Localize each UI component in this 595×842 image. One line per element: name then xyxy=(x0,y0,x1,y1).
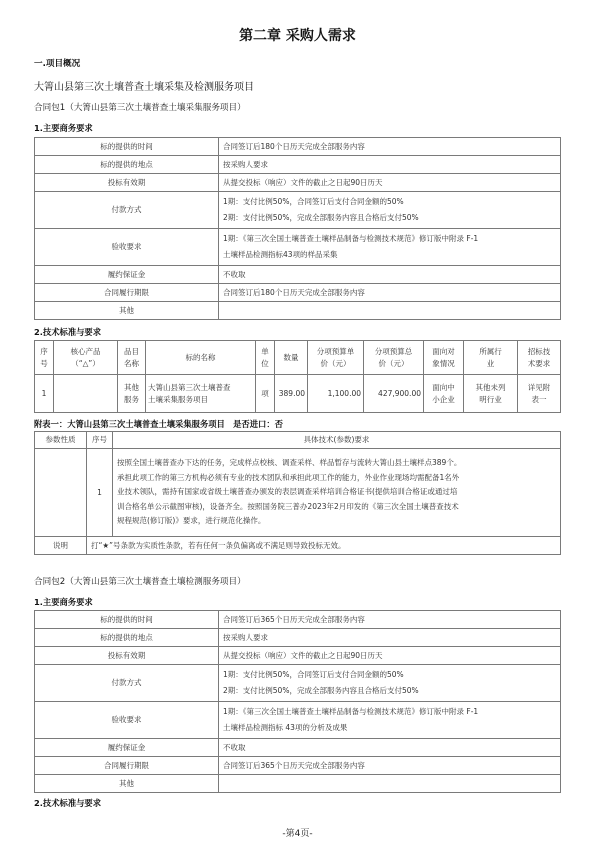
tech-header-line: 术要求 xyxy=(527,358,551,368)
tech-cell-core xyxy=(54,375,118,413)
tech-header-line: 分项预算总 xyxy=(374,346,413,356)
business-row xyxy=(35,174,561,192)
tech-cell-category: 其他 服务 xyxy=(118,375,146,413)
package1-business-table xyxy=(34,137,561,320)
business-row xyxy=(35,192,561,229)
business-value-line: 合同签订后365个日历天完成全部服务内容 xyxy=(223,614,365,624)
business-key: 投标有效期 xyxy=(35,647,219,665)
business-value-line: 2期：支付比例50%，完成全部服务内容且合格后支付50% xyxy=(223,686,419,695)
business-row xyxy=(35,775,561,793)
business-key: 标的提供的地点 xyxy=(35,629,219,647)
package1-title: 合同包1（大箐山县第三次土壤普查土壤采集服务项目） xyxy=(34,103,246,113)
annex1-header-spec: 具体技术(参数)要求 xyxy=(113,432,561,449)
annex1-note-text: 打“★”号条款为实质性条款，若有任何一条负偏离或不满足则导致投标无效。 xyxy=(87,537,561,555)
tech-header-cell xyxy=(518,341,561,375)
tech-header-line: 招标技 xyxy=(527,346,551,356)
business-value xyxy=(219,156,561,174)
package2-business-heading: 1.主要商务要求 xyxy=(34,597,93,607)
tech-header-cell xyxy=(464,341,518,375)
tech-header-line: 位 xyxy=(261,358,269,368)
business-value-line: 1期：《第三次全国土壤普查土壤样品制备与检测技术规范》修订版中附录 F-1 xyxy=(223,707,479,716)
business-key: 验收要求 xyxy=(35,229,219,266)
business-value-line: 不收取 xyxy=(223,269,246,279)
business-row xyxy=(35,156,561,174)
business-key: 标的提供的地点 xyxy=(35,156,219,174)
business-row xyxy=(35,611,561,629)
business-key: 标的提供的时间 xyxy=(35,138,219,156)
business-value-line: 从提交投标（响应）文件的截止之日起90日历天 xyxy=(223,650,383,660)
business-value-line: 从提交投标（响应）文件的截止之日起90日历天 xyxy=(223,177,383,187)
annex1-note-row xyxy=(35,537,561,555)
annex1-row xyxy=(35,449,561,537)
tech-cell-total: 427,900.00 xyxy=(364,375,424,413)
annex1-note-label: 说明 xyxy=(35,537,87,555)
tech-cell-name: 大箐山县第三次土壤普查 土壤采集服务项目 xyxy=(146,375,256,413)
annex1-cell-spec: 按照全国土壤普查办下达的任务，完成样点校核、调查采样、样品暂存与流转大箐山县土壤样点389个。 承担此项工作的第三方机构必须有专业的技术团队和承担此项工作的能力，外业作业现场均需配备1名外 业技术领队，需持有国家或省级土壤普查办颁发的表层调查采样培训合格证书(提供培训合格证或通过培 训合格名单公示截图审核)，设备齐全。按照国务院三普办2023年2月印发的《第三次全国土壤普查技术 规程规范(修订版)》要求，进行规范化操作。 xyxy=(113,449,561,537)
business-row xyxy=(35,629,561,647)
business-value xyxy=(219,138,561,156)
tech-cell-unit-price: 1,100.00 xyxy=(308,375,364,413)
business-key: 验收要求 xyxy=(35,702,219,739)
business-value xyxy=(219,629,561,647)
business-value xyxy=(219,174,561,192)
tech-header-line: 序 xyxy=(40,346,48,356)
business-key: 投标有效期 xyxy=(35,174,219,192)
tech-header-line: 分项预算单 xyxy=(316,346,355,356)
business-row xyxy=(35,284,561,302)
business-value xyxy=(219,702,561,739)
business-key: 履约保证金 xyxy=(35,739,219,757)
business-value-line: 1期：支付比例50%，合同签订后支付合同金额的50% xyxy=(223,197,404,206)
package2-business-table xyxy=(34,610,561,793)
business-value-line: 按采购人要求 xyxy=(223,159,268,169)
business-value-line: 合同签订后180个日历天完成全部服务内容 xyxy=(223,287,365,297)
chapter-title: 第二章 采购人需求 xyxy=(239,28,356,44)
tech-header-line: 价（元） xyxy=(320,358,351,368)
tech-header-line: （“△”） xyxy=(71,358,100,368)
tech-header-cell xyxy=(364,341,424,375)
tech-table-row xyxy=(35,375,561,413)
business-value-line: 1期：支付比例50%，合同签订后支付合同金额的50% xyxy=(223,670,404,679)
business-value xyxy=(219,647,561,665)
tech-header-cell xyxy=(275,341,308,375)
tech-header-line: 标的名称 xyxy=(185,352,216,362)
page-number: -第4页- xyxy=(282,829,313,839)
annex1-cell-no: 1 xyxy=(87,449,113,537)
package2-title: 合同包2（大箐山县第三次土壤普查土壤检测服务项目） xyxy=(34,577,246,587)
business-value-line: 按采购人要求 xyxy=(223,632,268,642)
tech-header-cell xyxy=(424,341,464,375)
business-value-line: 2期：支付比例50%，完成全部服务内容且合格后支付50% xyxy=(223,213,419,222)
business-key: 付款方式 xyxy=(35,665,219,702)
package1-tech-heading: 2.技术标准与要求 xyxy=(34,327,102,337)
business-key: 合同履行期限 xyxy=(35,757,219,775)
business-value xyxy=(219,665,561,702)
business-key: 履约保证金 xyxy=(35,266,219,284)
annex1-header-nature: 参数性质 xyxy=(35,432,87,449)
business-value-line: 土壤样品检测指标 43项的分析及成果 xyxy=(223,723,348,732)
business-value-line: 1期：《第三次全国土壤普查土壤样品制备与检测技术规范》修订版中附录 F-1 xyxy=(223,234,479,243)
project-name: 大箐山县第三次土壤普查土壤采集及检测服务项目 xyxy=(34,82,254,93)
tech-header-cell xyxy=(146,341,256,375)
business-value xyxy=(219,192,561,229)
package1-business-heading: 1.主要商务要求 xyxy=(34,123,93,133)
annex1-header-row xyxy=(35,432,561,449)
business-value-line: 不收取 xyxy=(223,742,246,752)
business-row xyxy=(35,665,561,702)
tech-header-cell xyxy=(54,341,118,375)
annex1-title: 附表一：大箐山县第三次土壤普查土壤采集服务项目 是否进口：否 xyxy=(34,419,283,429)
tech-header-line: 价（元） xyxy=(378,358,409,368)
tech-cell-industry: 其他未列 明行业 xyxy=(464,375,518,413)
tech-header-line: 业 xyxy=(486,358,495,368)
business-row xyxy=(35,702,561,739)
tech-header-line: 号 xyxy=(40,358,48,368)
tech-cell-unit: 项 xyxy=(256,375,275,413)
tech-header-line: 所属行 xyxy=(479,346,502,356)
tech-header-cell xyxy=(308,341,364,375)
business-value xyxy=(219,611,561,629)
business-row xyxy=(35,739,561,757)
business-value-line: 土壤样品检测指标43项的样品采集 xyxy=(223,250,338,259)
tech-header-line: 数量 xyxy=(283,352,299,362)
business-value xyxy=(219,284,561,302)
business-key: 付款方式 xyxy=(35,192,219,229)
tech-header-cell xyxy=(35,341,54,375)
annex1-cell-nature xyxy=(35,449,87,537)
annex1-header-no: 序号 xyxy=(87,432,113,449)
tech-cell-target: 面向中 小企业 xyxy=(424,375,464,413)
business-key: 其他 xyxy=(35,302,219,320)
business-value-line: 合同签订后180个日历天完成全部服务内容 xyxy=(223,141,365,151)
tech-cell-requirement: 详见附 表一 xyxy=(518,375,561,413)
package1-tech-table xyxy=(34,340,561,413)
package2-tech-heading: 2.技术标准与要求 xyxy=(34,798,102,808)
tech-header-line: 品目 xyxy=(124,346,139,356)
section-overview-heading: 一.项目概况 xyxy=(34,59,81,69)
business-row xyxy=(35,229,561,266)
tech-header-cell xyxy=(256,341,275,375)
business-row xyxy=(35,302,561,320)
business-value xyxy=(219,739,561,757)
business-key: 合同履行期限 xyxy=(35,284,219,302)
business-value xyxy=(219,229,561,266)
business-value xyxy=(219,757,561,775)
business-value xyxy=(219,302,561,320)
tech-table-header-row xyxy=(35,341,561,375)
tech-header-line: 象情况 xyxy=(432,358,455,368)
business-row xyxy=(35,266,561,284)
tech-cell-no: 1 xyxy=(35,375,54,413)
business-value-line: 合同签订后365个日历天完成全部服务内容 xyxy=(223,760,365,770)
business-key: 其他 xyxy=(35,775,219,793)
business-value xyxy=(219,266,561,284)
tech-cell-qty: 389.00 xyxy=(275,375,308,413)
annex1-table xyxy=(34,431,561,555)
business-value xyxy=(219,775,561,793)
tech-header-cell xyxy=(118,341,146,375)
tech-header-line: 核心产品 xyxy=(70,346,101,356)
business-row xyxy=(35,647,561,665)
business-row xyxy=(35,138,561,156)
tech-header-line: 名称 xyxy=(124,358,139,368)
tech-header-line: 面向对 xyxy=(432,346,455,356)
business-key: 标的提供的时间 xyxy=(35,611,219,629)
tech-header-line: 单 xyxy=(261,346,269,356)
business-row xyxy=(35,757,561,775)
